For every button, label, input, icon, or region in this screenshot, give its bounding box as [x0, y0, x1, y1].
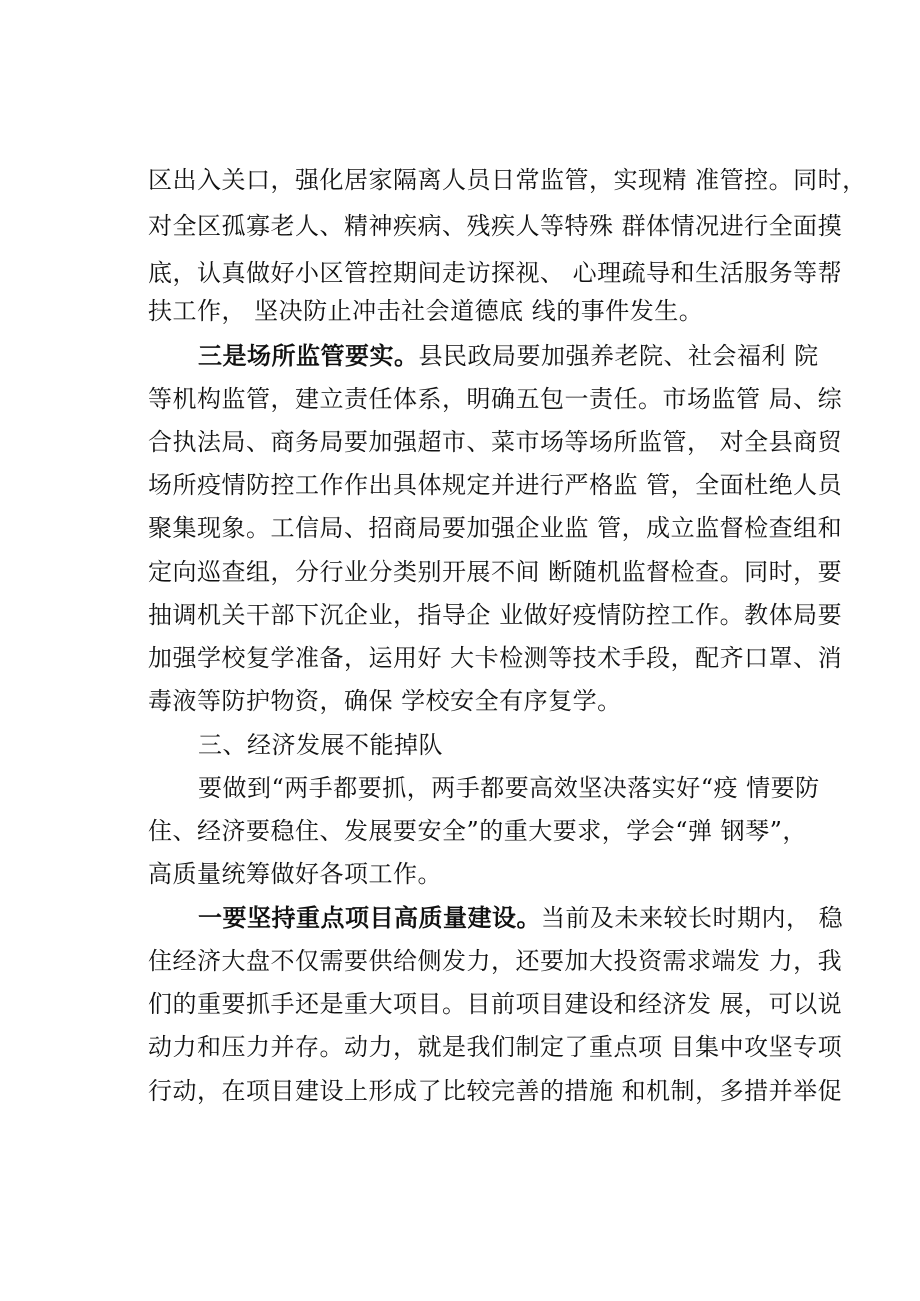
text-line [148, 1032, 843, 1062]
line-text: 区出入关口，强化居家隔离人员日常监管，实现精 准管控。同时， [148, 166, 867, 194]
line-text: 等机构监管，建立责任体系，明确五包一责任。市场监管 局、综 [148, 385, 843, 413]
line-text: 定向巡查组，分行业分类别开展不间 断随机监督检查。同时，要 [148, 558, 843, 586]
line-text: 场所疫情防控工作作出具体规定并进行严格监 管，全面杜绝人员 [148, 471, 843, 499]
line-text: 当前及未来较长时期内， 稳 [541, 904, 844, 932]
line-text: 要做到“两手都要抓，两手都要高效坚决落实好“疫 情要防 [198, 774, 820, 802]
text-line [148, 427, 843, 457]
text-line [148, 643, 843, 673]
text-line [148, 165, 867, 195]
paragraph-start [198, 341, 819, 371]
line-text: 抽调机关干部下沉企业，指导企 业做好疫情防控工作。教体局要 [148, 601, 843, 629]
line-text: 动力和压力并存。动力，就是我们制定了重点项 目集中攻坚专项 [148, 1033, 843, 1061]
line-text: 住经济大盘不仅需要供给侧发力，还要加大投资需求端发 力，我 [148, 947, 843, 975]
text-line [148, 859, 808, 889]
heading-text: 三、经济发展不能掉队 [198, 731, 443, 759]
line-text: 扶工作， 坚决防止冲击社会道德底 线的事件发生。 [148, 297, 704, 325]
line-text: 住、经济要稳住、发展要安全”的重大要求，学会“弹 钢琴”， [148, 817, 807, 845]
text-line [148, 686, 808, 716]
text-line [148, 296, 808, 326]
text-line [148, 513, 843, 543]
text-line [148, 1076, 843, 1106]
paragraph-start [198, 773, 820, 803]
line-text: 加强学校复学准备，运用好 大卡检测等技术手段，配齐口罩、消 [148, 644, 843, 672]
text-line [148, 816, 808, 846]
section-heading [198, 730, 808, 760]
text-line [148, 946, 843, 976]
line-text: 聚集现象。工信局、招商局要加强企业监 管，成立监督检查组和 [148, 514, 843, 542]
line-text: 底，认真做好小区管控期间走访探视、 心理疏导和生活服务等帮 [148, 259, 843, 287]
bold-lead: 三是场所监管要实。 [198, 341, 419, 370]
text-line [148, 258, 843, 288]
text-line [148, 384, 843, 414]
line-text: 行动，在项目建设上形成了比较完善的措施 和机制，多措并举促 [148, 1077, 843, 1105]
line-text: 们的重要抓手还是重大项目。目前项目建设和经济发 展，可以说 [148, 990, 843, 1018]
text-line [148, 989, 843, 1019]
line-text: 高质量统筹做好各项工作。 [148, 860, 442, 888]
text-line [148, 470, 843, 500]
text-line [148, 557, 843, 587]
line-text: 对全区孤寡老人、精神疾病、残疾人等特殊 群体情况进行全面摸 [148, 212, 843, 240]
line-text: 县民政局要加强养老院、社会福利 院 [418, 342, 819, 370]
line-text: 毒液等防护物资，确保 学校安全有序复学。 [148, 687, 622, 715]
text-line [148, 600, 843, 630]
line-text: 合执法局、商务局要加强超市、菜市场等场所监管， 对全县商贸 [148, 428, 843, 456]
bold-lead: 一要坚持重点项目高质量建设。 [198, 903, 541, 932]
paragraph-start [198, 903, 844, 933]
text-line [148, 211, 843, 241]
